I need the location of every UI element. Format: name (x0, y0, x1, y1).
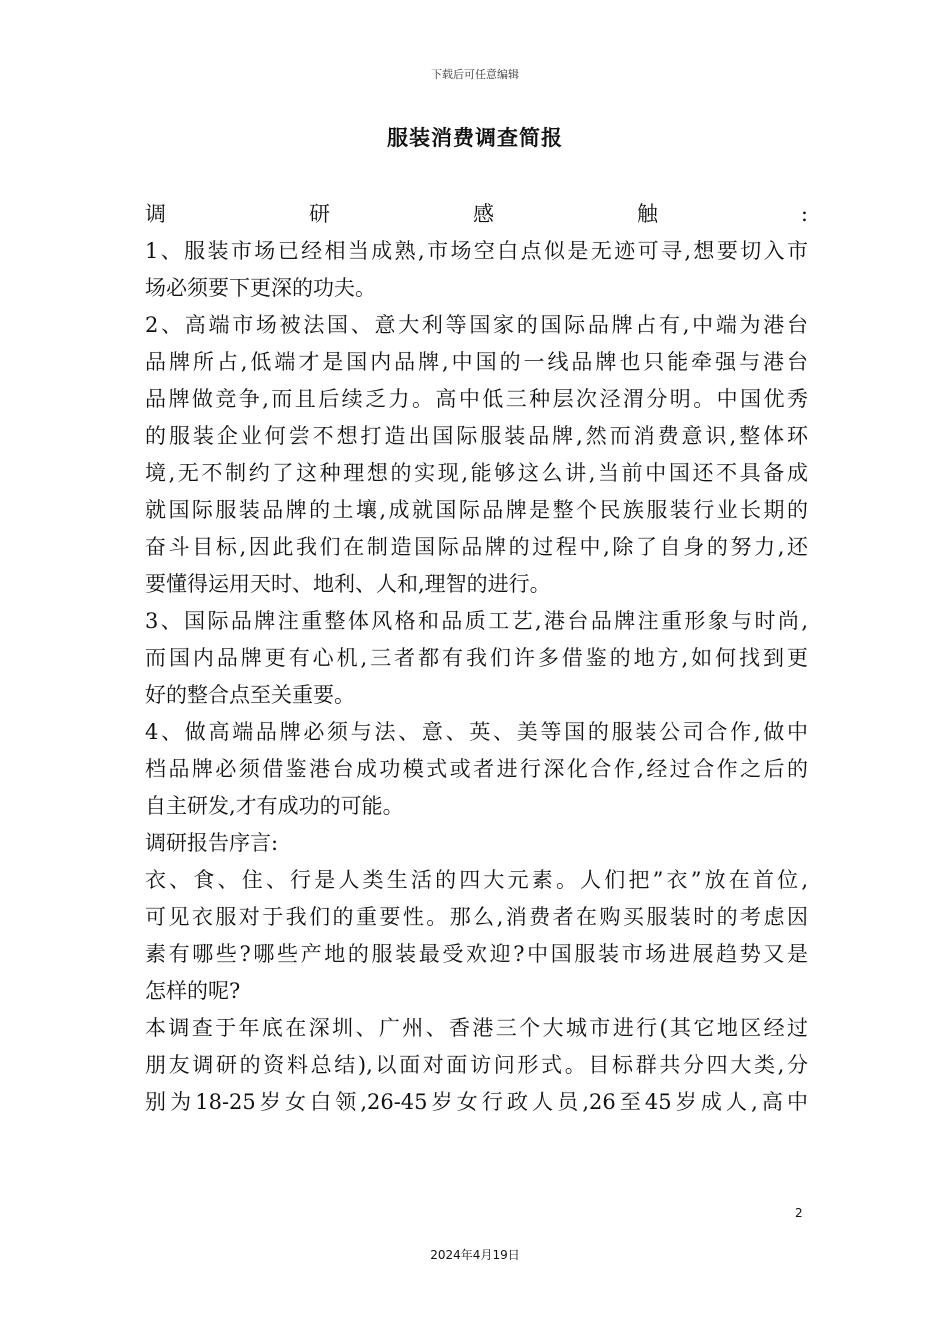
text-line: 品牌所占,低端才是国内品牌,中国的一线品牌也只能牵强与港台 (145, 350, 808, 374)
text-line: 素有哪些?哪些产地的服装最受欢迎?中国服装市场进展趋势又是 (145, 942, 808, 966)
text-line: 衣、食、住、行是人类生活的四大元素。人们把”衣”放在首位, (145, 868, 808, 892)
heading-line (145, 196, 808, 233)
footer-date: 2024年4月19日 (430, 1248, 520, 1262)
document-body (145, 196, 808, 1121)
heading-char: 感 (472, 202, 494, 226)
text-line: 而国内品牌更有心机,三者都有我们许多借鉴的地方,如何找到更 (145, 646, 808, 670)
document-title: 服装消费调查简报 (387, 126, 563, 150)
text-line: 奋斗目标,因此我们在制造国际品牌的过程中,除了自身的努力,还 (145, 535, 808, 559)
text-line: 的服装企业何尝不想打造出国际服装品牌,然而消费意识,整体环 (145, 424, 808, 448)
text-line: 本调查于年底在深圳、广州、香港三个大城市进行(其它地区经过 (145, 1016, 808, 1040)
text-line: 可见衣服对于我们的重要性。那么,消费者在购买服装时的考虑因 (145, 905, 808, 929)
text-line: 要懂得运用天时、地利、人和,理智的进行。 (145, 572, 551, 596)
text-line: 境,无不制约了这种理想的实现,能够这么讲,当前中国还不具备成 (145, 461, 808, 485)
text-line: 好的整合点至关重要。 (145, 683, 355, 707)
text-line: 2、高端市场被法国、意大利等国家的国际品牌占有,中端为港台 (145, 313, 808, 337)
text-line: 就国际服装品牌的土壤,成就国际品牌是整个民族服装行业长期的 (145, 498, 808, 522)
text-line: 3、国际品牌注重整体风格和品质工艺,港台品牌注重形象与时尚, (145, 609, 808, 633)
text-line: 朋友调研的资料总结),以面对面访问形式。目标群共分四大类,分 (145, 1053, 808, 1077)
heading-char: 研 (308, 202, 330, 226)
heading-char: 触 (636, 202, 658, 226)
text-line: 品牌做竞争,而且后续乏力。高中低三种层次泾渭分明。中国优秀 (145, 387, 808, 411)
header-note: 下载后可任意编辑 (431, 68, 519, 81)
heading-char: : (800, 202, 808, 226)
text-line: 调研报告序言: (145, 831, 279, 855)
text-line: 档品牌必须借鉴港台成功模式或者进行深化合作,经过合作之后的 (145, 757, 808, 781)
text-line: 4、做高端品牌必须与法、意、英、美等国的服装公司合作,做中 (145, 720, 808, 744)
text-line: 别为18-25岁女白领,26-45岁女行政人员,26至45岁成人,高中 (145, 1090, 808, 1114)
text-line: 怎样的呢? (145, 979, 241, 1003)
text-line: 1、服装市场已经相当成熟,市场空白点似是无迹可寻,想要切入市 (145, 239, 808, 263)
text-line: 自主研发,才有成功的可能。 (145, 794, 404, 818)
text-line: 场必须要下更深的功夫。 (145, 276, 376, 300)
page-number: 2 (795, 1206, 803, 1220)
heading-char: 调 (145, 202, 166, 226)
